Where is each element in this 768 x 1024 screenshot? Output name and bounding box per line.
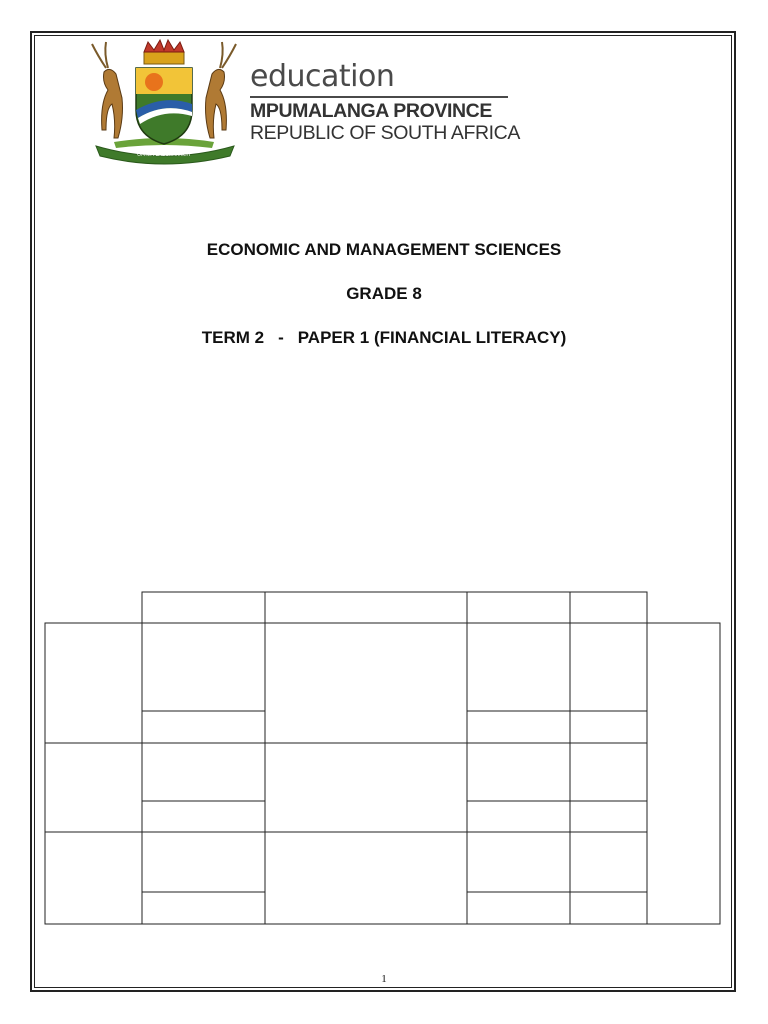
grade-title: GRADE 8 [346,284,422,303]
brand-word: education [250,59,395,94]
province-name: MPUMALANGA PROVINCE [250,100,492,122]
subject-title: ECONOMIC AND MANAGEMENT SCIENCES [206,240,562,259]
paper-label: PAPER 1 (FINANCIAL LITERACY) [297,328,567,347]
country-name: REPUBLIC OF SOUTH AFRICA [250,122,520,144]
page-number: 1 [381,973,387,985]
term-separator: - [278,328,284,347]
grid-body [45,623,720,924]
grid-header-row [142,592,647,623]
term-label: TERM 2 [201,328,265,347]
svg-text:OMNIA LABOR VINCIT: OMNIA LABOR VINCIT [137,152,191,158]
